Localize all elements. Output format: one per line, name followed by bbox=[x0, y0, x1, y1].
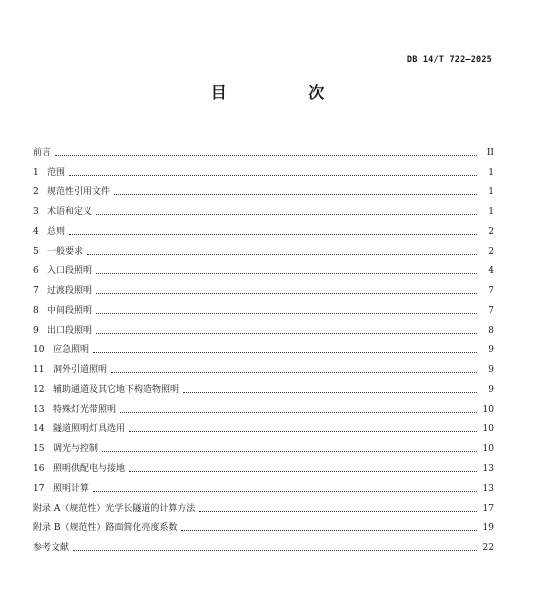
toc-entry-label: 隧道照明灯具选用 bbox=[53, 424, 126, 435]
toc-entry-page: 13 bbox=[482, 464, 494, 475]
leader-dots bbox=[93, 490, 477, 492]
toc-entry-page: 17 bbox=[482, 503, 494, 514]
leader-dots bbox=[96, 332, 477, 334]
toc-entry[interactable] bbox=[33, 533, 494, 553]
toc-entry[interactable] bbox=[33, 454, 494, 474]
leader-dots bbox=[93, 351, 477, 353]
toc-entry[interactable] bbox=[33, 316, 494, 336]
leader-dots bbox=[96, 312, 477, 314]
leader-dots bbox=[114, 193, 477, 195]
toc-entry[interactable] bbox=[33, 257, 494, 277]
toc-entry-label: 中间段照明 bbox=[47, 305, 93, 316]
toc-entry[interactable] bbox=[33, 375, 494, 395]
toc-entry-page: 9 bbox=[488, 384, 494, 395]
leader-dots bbox=[96, 272, 477, 274]
toc-entry-label: 参考文献 bbox=[33, 543, 70, 554]
toc-entry-label: 照明计算 bbox=[53, 483, 90, 494]
toc-entry-page: 13 bbox=[482, 483, 494, 494]
leader-dots bbox=[69, 233, 477, 235]
leader-dots bbox=[96, 292, 477, 294]
toc-entry-page: II bbox=[486, 147, 494, 158]
toc-entry-label: 入口段照明 bbox=[47, 266, 93, 277]
leader-dots bbox=[181, 529, 477, 531]
toc-entry-label: 辅助通道及其它地下构造物照明 bbox=[53, 384, 180, 395]
toc-entry-number: 5 bbox=[33, 246, 39, 257]
toc-entry-number: 17 bbox=[33, 483, 45, 494]
toc-entry-label: 调光与控制 bbox=[53, 444, 99, 455]
toc-entry-page: 10 bbox=[482, 444, 494, 455]
leader-dots bbox=[129, 430, 477, 432]
leader-dots bbox=[73, 549, 477, 551]
toc-entry-number: 1 bbox=[33, 167, 39, 178]
toc-entry-page: 9 bbox=[488, 345, 494, 356]
toc-entry-number: 10 bbox=[33, 345, 45, 356]
toc-entry-label: 特殊灯光带照明 bbox=[53, 404, 117, 415]
toc-entry-label: 应急照明 bbox=[53, 345, 90, 356]
toc-entry-page: 1 bbox=[488, 167, 494, 178]
leader-dots bbox=[69, 174, 477, 176]
toc-entry-page: 8 bbox=[488, 325, 494, 336]
toc-entry-number: 11 bbox=[33, 365, 45, 376]
toc-entry-number: 7 bbox=[33, 286, 39, 297]
toc-entry-number: 6 bbox=[33, 266, 39, 277]
leader-dots bbox=[199, 510, 477, 512]
toc-entry-label: 范围 bbox=[47, 167, 66, 178]
toc-entry-page: 4 bbox=[488, 266, 494, 277]
toc-entry[interactable] bbox=[33, 415, 494, 435]
table-of-contents bbox=[33, 138, 494, 553]
leader-dots bbox=[183, 391, 477, 393]
toc-entry-number: 12 bbox=[33, 384, 45, 395]
toc-entry-label: 前言 bbox=[33, 147, 52, 158]
toc-entry-number: 8 bbox=[33, 305, 39, 316]
toc-entry-page: 22 bbox=[482, 543, 494, 554]
page-title: 目 次 bbox=[210, 83, 363, 102]
toc-entry[interactable] bbox=[33, 138, 494, 158]
toc-entry-label: 洞外引道照明 bbox=[53, 365, 108, 376]
leader-dots bbox=[55, 154, 477, 156]
toc-entry-label: 术语和定义 bbox=[47, 207, 93, 218]
leader-dots bbox=[111, 371, 477, 373]
standard-code: DB 14/T 722—2025 bbox=[406, 55, 492, 65]
toc-entry[interactable] bbox=[33, 237, 494, 257]
toc-entry[interactable] bbox=[33, 296, 494, 316]
toc-entry[interactable] bbox=[33, 514, 494, 534]
toc-entry[interactable] bbox=[33, 158, 494, 178]
toc-entry-page: 10 bbox=[482, 424, 494, 435]
toc-entry-number: 14 bbox=[33, 424, 45, 435]
toc-entry-number: 16 bbox=[33, 464, 45, 475]
toc-entry-label: 照明供配电与接地 bbox=[53, 464, 126, 475]
toc-entry-number: 9 bbox=[33, 325, 39, 336]
toc-entry-label: 总则 bbox=[47, 226, 66, 237]
toc-entry-number: 4 bbox=[33, 226, 39, 237]
toc-entry-page: 1 bbox=[488, 207, 494, 218]
toc-entry-page: 9 bbox=[488, 365, 494, 376]
toc-entry[interactable] bbox=[33, 355, 494, 375]
toc-entry-label: 规范性引用文件 bbox=[47, 187, 111, 198]
toc-entry-page: 1 bbox=[488, 187, 494, 198]
leader-dots bbox=[87, 253, 477, 255]
toc-entry-page: 19 bbox=[482, 523, 494, 534]
toc-entry[interactable] bbox=[33, 276, 494, 296]
toc-entry[interactable] bbox=[33, 474, 494, 494]
toc-entry-label: 附录 B（规范性）路面简化亮度系数 bbox=[33, 523, 178, 534]
toc-entry[interactable] bbox=[33, 395, 494, 415]
toc-entry-page: 2 bbox=[488, 226, 494, 237]
toc-entry-number: 15 bbox=[33, 444, 45, 455]
toc-entry-label: 附录 A（规范性）光学长隧道的计算方法 bbox=[33, 503, 196, 514]
toc-entry-page: 7 bbox=[488, 286, 494, 297]
leader-dots bbox=[102, 450, 477, 452]
toc-entry[interactable] bbox=[33, 217, 494, 237]
toc-entry-page: 10 bbox=[482, 404, 494, 415]
toc-entry[interactable] bbox=[33, 197, 494, 217]
toc-entry-number: 2 bbox=[33, 187, 39, 198]
leader-dots bbox=[120, 411, 477, 413]
leader-dots bbox=[96, 213, 477, 215]
toc-entry[interactable] bbox=[33, 494, 494, 514]
toc-entry[interactable] bbox=[33, 336, 494, 356]
toc-entry-page: 7 bbox=[488, 305, 494, 316]
toc-entry-number: 13 bbox=[33, 404, 45, 415]
toc-entry-label: 出口段照明 bbox=[47, 325, 93, 336]
toc-entry[interactable] bbox=[33, 434, 494, 454]
toc-entry-label: 一般要求 bbox=[47, 246, 84, 257]
leader-dots bbox=[129, 470, 477, 472]
toc-entry-number: 3 bbox=[33, 207, 39, 218]
toc-entry-page: 2 bbox=[488, 246, 494, 257]
toc-entry[interactable] bbox=[33, 178, 494, 198]
toc-entry-label: 过渡段照明 bbox=[47, 286, 93, 297]
